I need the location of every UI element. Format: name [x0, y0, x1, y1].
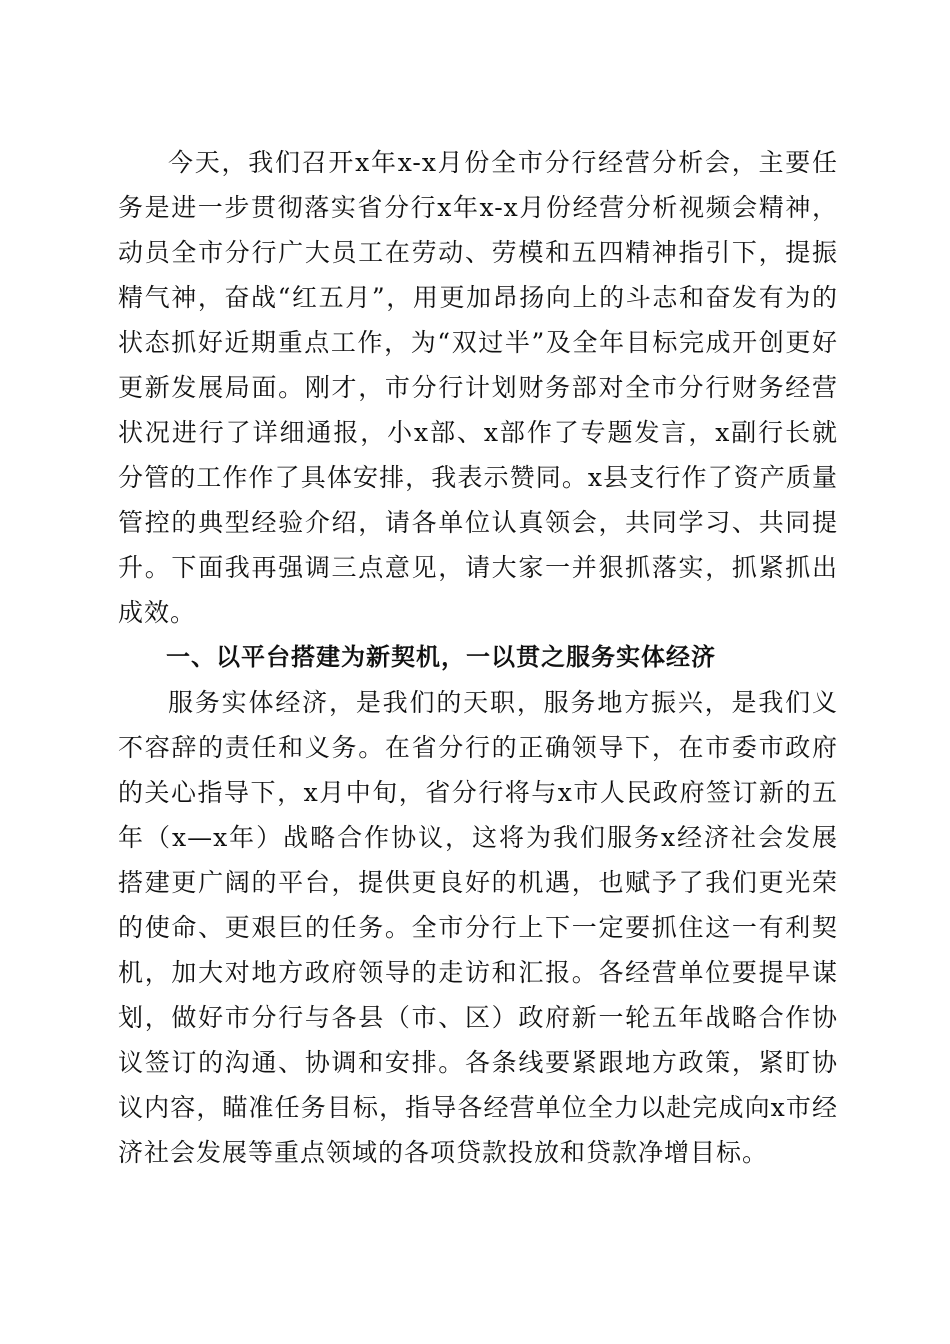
section-heading-1: 一、以平台搭建为新契机，一以贯之服务实体经济 [166, 643, 716, 671]
paragraph-intro: 今天，我们召开x年x-x月份全市分行经营分析会，主要任务是进一步贯彻落实省分行x年x-x月份经营分析视频会精神，动员全市分行广大员工在劳动、劳模和五四精神指引下，提振精气神，奋战“红五月”，用更加昂扬向上的斗志和奋发有为的状态抓好近期重点工作，为“双过半”及全年目标完成开创更好更新发展局面。刚才，市分行计划财务部对全市分行财务经营状况进行了详细通报，小x部、x部作了专题发言，x副行长就分管的工作作了具体安排，我表示赞同。x县支行作了资产质量管控的典型经验介绍，请各单位认真领会，共同学习、共同提升。下面我再强调三点意见，请大家一并狠抓落实，抓紧抓出成效。 [118, 148, 838, 627]
document-body [118, 140, 838, 1175]
paragraph-section-1: 服务实体经济，是我们的天职，服务地方振兴，是我们义不容辞的责任和义务。在省分行的正确领导下，在市委市政府的关心指导下，x月中旬，省分行将与x市人民政府签订新的五年（x—x年）战略合作协议，这将为我们服务x经济社会发展搭建更广阔的平台，提供更良好的机遇，也赋予了我们更光荣的使命、更艰巨的任务。全市分行上下一定要抓住这一有利契机，加大对地方政府领导的走访和汇报。各经营单位要提早谋划，做好市分行与各县（市、区）政府新一轮五年战略合作协议签订的沟通、协调和安排。各条线要紧跟地方政策，紧盯协议内容，瞄准任务目标，指导各经营单位全力以赴完成向x市经济社会发展等重点领域的各项贷款投放和贷款净增目标。 [118, 688, 838, 1167]
